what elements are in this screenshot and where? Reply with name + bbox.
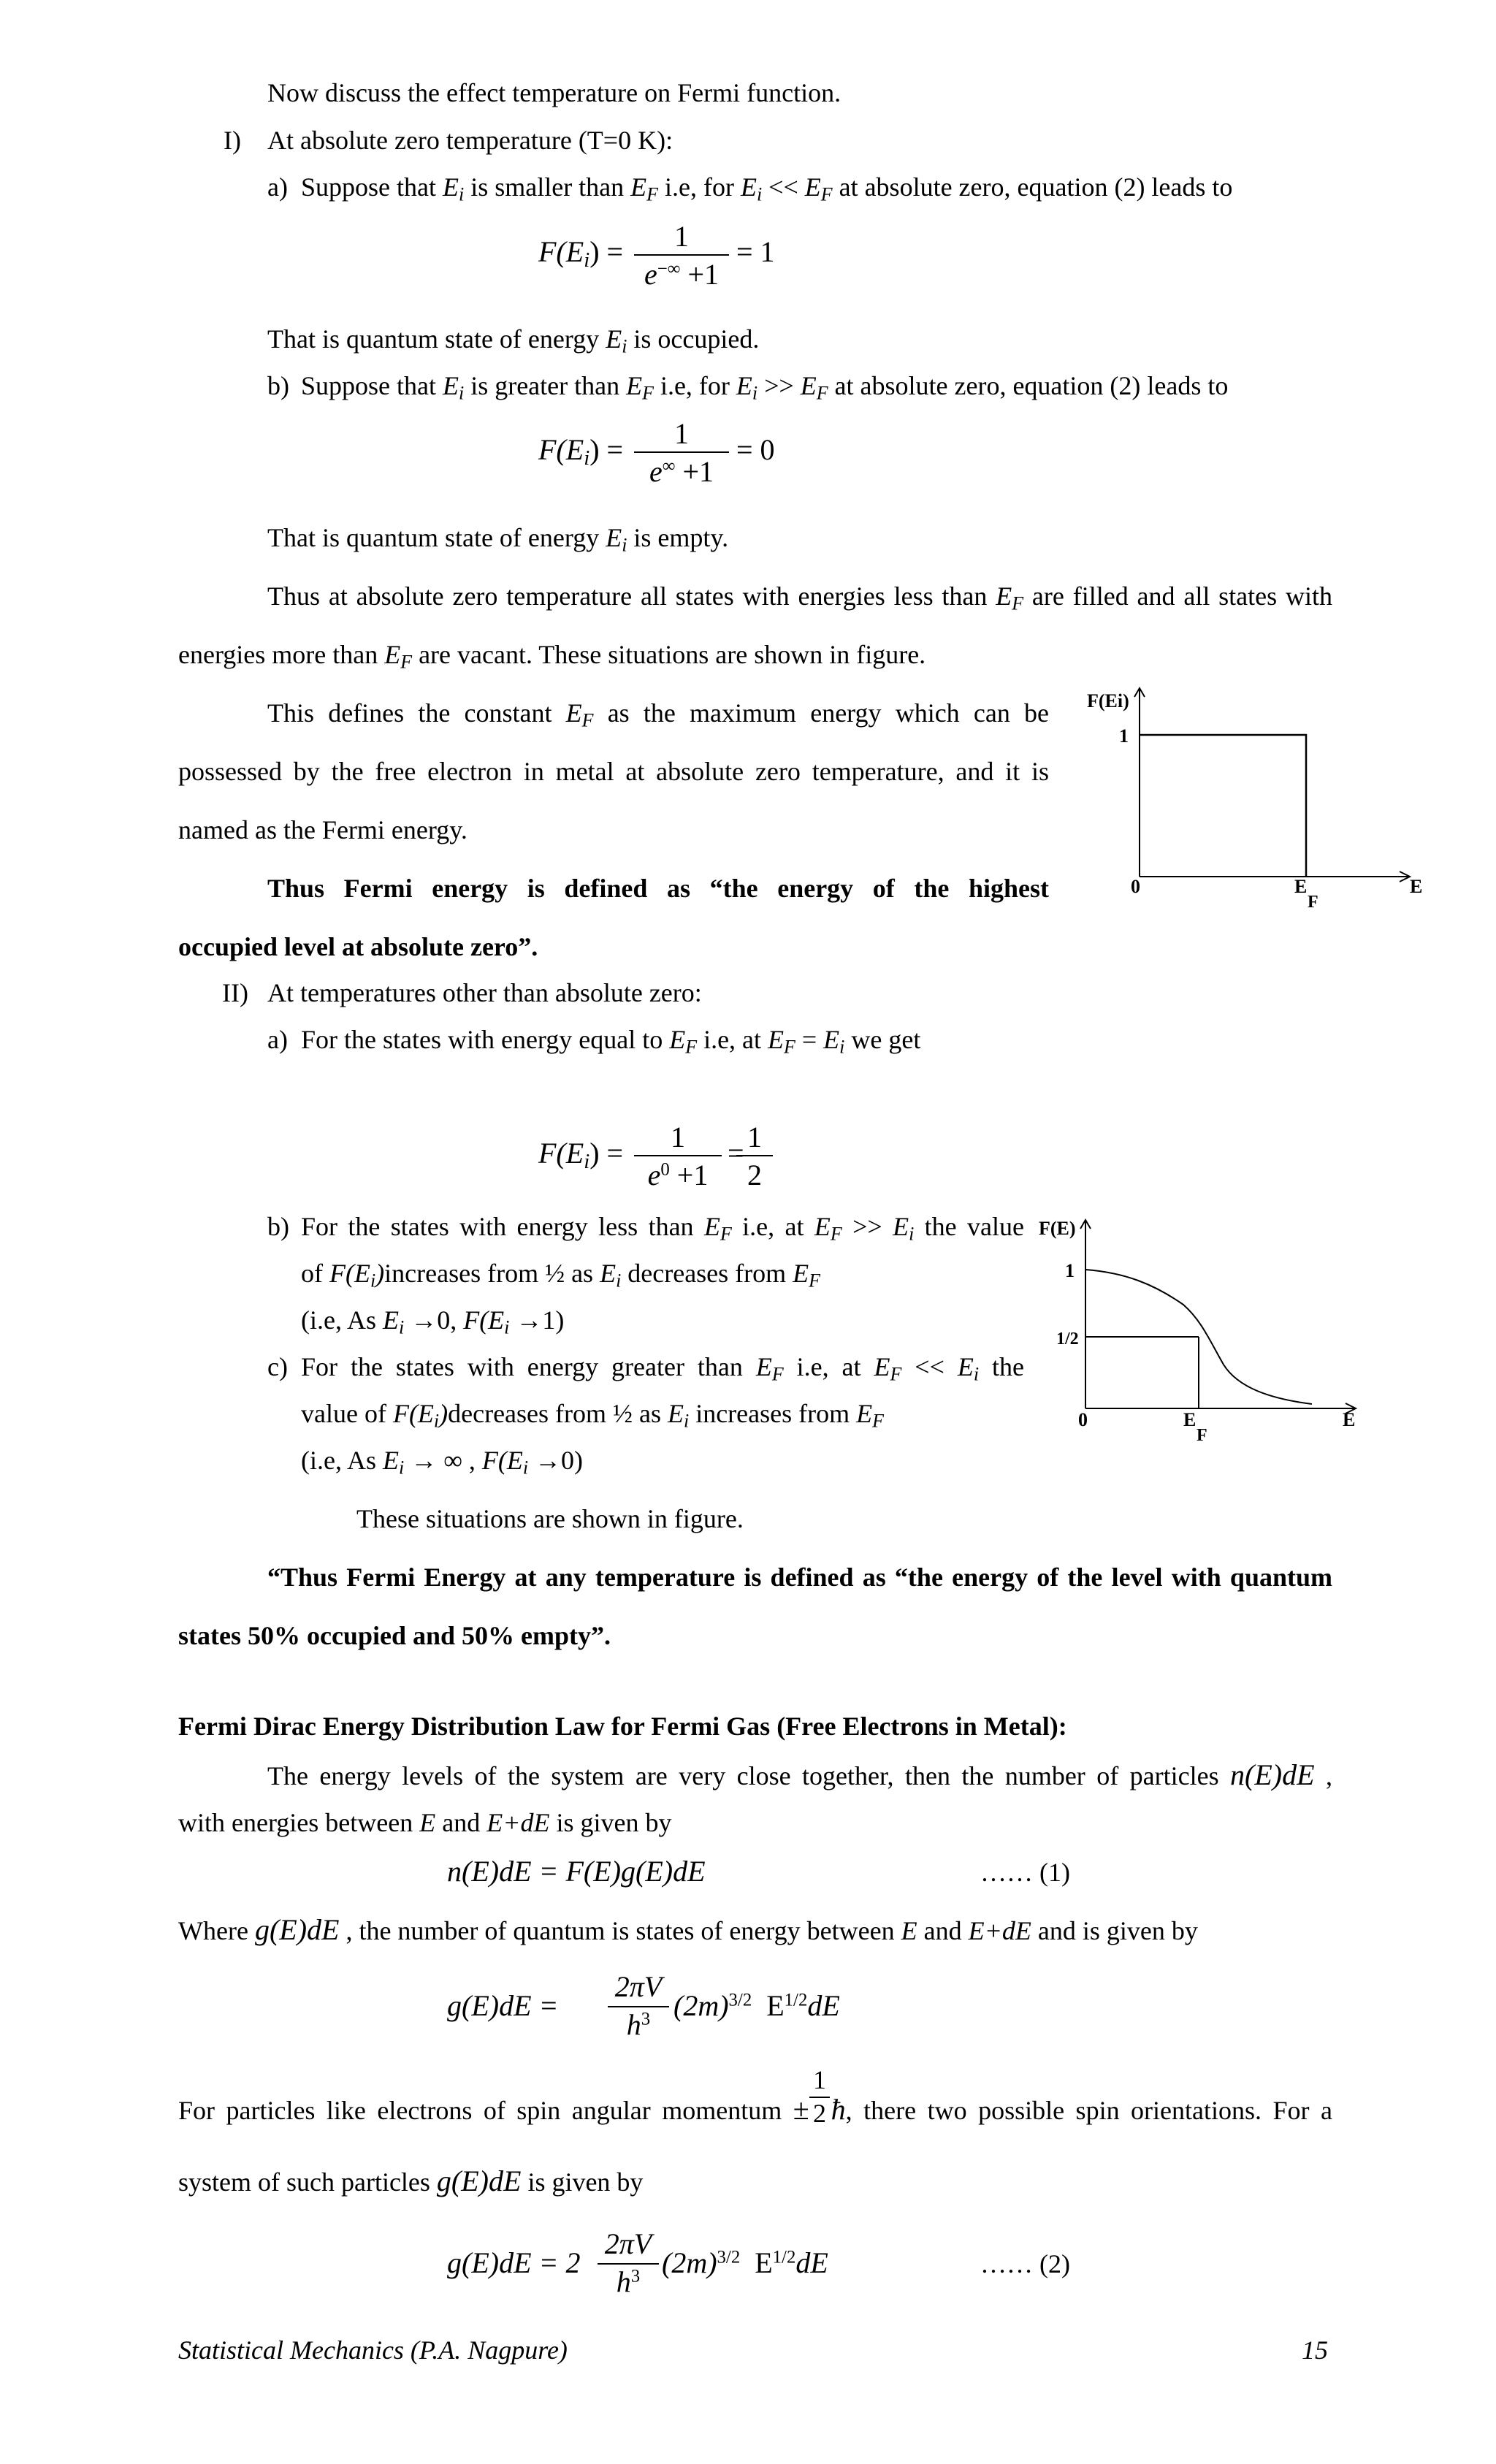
item-2c-line-1: For the states with energy greater than $E_F$ i.e, at $E_F << E_i$ the bbox=[301, 1352, 1024, 1385]
item-2b-line-2: of $F(E_i)increases$ from ½ as $E_i$ decreases from $E_F$ bbox=[301, 1259, 820, 1292]
equation-fraction: $\frac{1}{e^\infty +1}$ bbox=[634, 416, 729, 489]
section-2-title: At temperatures other than absolute zero: bbox=[267, 978, 702, 1007]
definition-2-bold-2: states 50% occupied and 50% empty”. bbox=[178, 1621, 611, 1650]
equation-n-of-e: n(E)dE = F(E)g(E)dE bbox=[447, 1855, 706, 1888]
equation-fraction: $\frac{1}{e^0 +1}$ bbox=[634, 1120, 722, 1193]
fig2-y-label: F(E) bbox=[1039, 1218, 1076, 1239]
where-line: Where g(E)dE , the number of quantum is states of energy between E and E+dE and is given by bbox=[178, 1913, 1198, 1946]
section-1-title: At absolute zero temperature (T=0 K): bbox=[267, 126, 673, 155]
equation-1-tag: …… (1) bbox=[980, 1858, 1070, 1887]
fig2-tick-one: 1 bbox=[1065, 1260, 1075, 1281]
item-2b-label: b) bbox=[267, 1212, 289, 1241]
fig1-ef-sub: F bbox=[1308, 893, 1318, 912]
definition-bold-2: occupied level at absolute zero”. bbox=[178, 932, 538, 961]
defines-line-1: This defines the constant $E_F$ as the maximum energy which can be bbox=[267, 698, 1049, 731]
fermi-dirac-heading: Fermi Dirac Energy Distribution Law for Fermi Gas (Free Electrons in Metal): bbox=[178, 1712, 1067, 1741]
fig1-ef-label: E bbox=[1294, 876, 1308, 897]
item-2a-text: For the states with energy equal to $E_F$ i.e, at $E_F = E_i$ we get bbox=[301, 1025, 921, 1058]
equation-2-tag: …… (2) bbox=[980, 2249, 1070, 2278]
item-2c-line-3: (i.e, As $E_i$ → ∞ , $F(E_i \to 0)$ bbox=[301, 1446, 584, 1479]
section-1-number: I) bbox=[224, 126, 241, 155]
occupied-line: That is quantum state of energy $E_i$ is occupied. bbox=[267, 324, 760, 357]
fig1-y-label: F(Ei) bbox=[1087, 690, 1129, 712]
thus-line-2: energies more than $E_F$ are vacant. These situations are shown in figure. bbox=[178, 640, 926, 673]
item-2a-label: a) bbox=[267, 1025, 288, 1054]
item-2b-line-3: (i.e, As $E_i \to 0$, $F(E_i \to 1)$ bbox=[301, 1305, 565, 1338]
item-1b-label: b) bbox=[267, 371, 289, 400]
fig1-tick-one: 1 bbox=[1119, 725, 1129, 747]
figure-fermi-nonzero-temp bbox=[1037, 1213, 1373, 1446]
fig1-step-curve bbox=[1140, 735, 1306, 877]
fig2-ef-sub: F bbox=[1197, 1426, 1207, 1445]
system-line: system of such particles g(E)dE is given by bbox=[178, 2164, 644, 2197]
fd-paragraph-line-1: The energy levels of the system are very close together, then the number of particles n(E)dE , bbox=[267, 1758, 1333, 1791]
equation-fraction-half: $\frac{1}{2}$ bbox=[736, 1120, 773, 1193]
fd-paragraph-line-2: with energies between E and E+dE is given by bbox=[178, 1808, 672, 1837]
equation-fraction-2piV: $\frac{2\pi V}{h^3}$ bbox=[598, 2227, 659, 2300]
fig2-tick-zero: 0 bbox=[1078, 1409, 1088, 1430]
thus-line-1: Thus at absolute zero temperature all states with energies less than $E_F$ are filled and all states with bbox=[267, 581, 1332, 614]
spin-half-fraction: $\frac{1}{2}$ bbox=[809, 2064, 830, 2129]
definition-2-bold-1: “Thus Fermi Energy at any temperature is defined as “the energy of the level with quantum bbox=[267, 1563, 1332, 1592]
fig2-x-label: E bbox=[1343, 1409, 1356, 1430]
item-2c-label: c) bbox=[267, 1352, 288, 1381]
fig2-tick-half: 1/2 bbox=[1056, 1330, 1079, 1349]
footer-book-title: Statistical Mechanics (P.A. Nagpure) bbox=[178, 2335, 568, 2365]
fig2-ef-label: E bbox=[1183, 1409, 1197, 1430]
equation-fraction: $\frac{1}{e^{-\infty} +1}$ bbox=[634, 219, 729, 292]
item-2b-line-1: For the states with energy less than $E_F$ i.e, at $E_F >> E_i$ the value bbox=[301, 1212, 1024, 1245]
defines-line-2: possessed by the free electron in metal at absolute zero temperature, and it is bbox=[178, 757, 1049, 786]
item-1b-text: Suppose that $E_i$ is greater than $E_F$ i.e, for $E_i >> E_F$ at absolute zero, equation (2) leads to bbox=[301, 371, 1229, 404]
item-2c-line-2: value of $F(E_i)decreases$ from ½ as $E_i$ increases from $E_F$ bbox=[301, 1399, 884, 1432]
fig1-tick-zero: 0 bbox=[1131, 876, 1140, 897]
item-1a-label: a) bbox=[267, 172, 288, 202]
shown-line: These situations are shown in figure. bbox=[356, 1504, 744, 1533]
spin-line: For particles like electrons of spin angular momentum ± ħ, there two possible spin orientations. For a bbox=[178, 2093, 1332, 2126]
fig1-x-label: E bbox=[1410, 876, 1423, 897]
figure-fermi-zero-temp bbox=[1081, 679, 1432, 920]
empty-line: That is quantum state of energy $E_i$ is empty. bbox=[267, 523, 729, 556]
intro-line: Now discuss the effect temperature on Fermi function. bbox=[267, 78, 842, 107]
defines-line-3: named as the Fermi energy. bbox=[178, 815, 468, 844]
section-2-number: II) bbox=[222, 978, 248, 1007]
item-1a-text: Suppose that $E_i$ is smaller than $E_F$ i.e, for $E_i << E_F$ at absolute zero, equation (2) leads to bbox=[301, 172, 1233, 205]
equation-fraction-2piV: $\frac{2\pi V}{h^3}$ bbox=[608, 1969, 669, 2042]
definition-bold-1: Thus Fermi energy is defined as “the energy of the highest bbox=[267, 874, 1049, 903]
footer-page-number: 15 bbox=[1302, 2335, 1328, 2365]
